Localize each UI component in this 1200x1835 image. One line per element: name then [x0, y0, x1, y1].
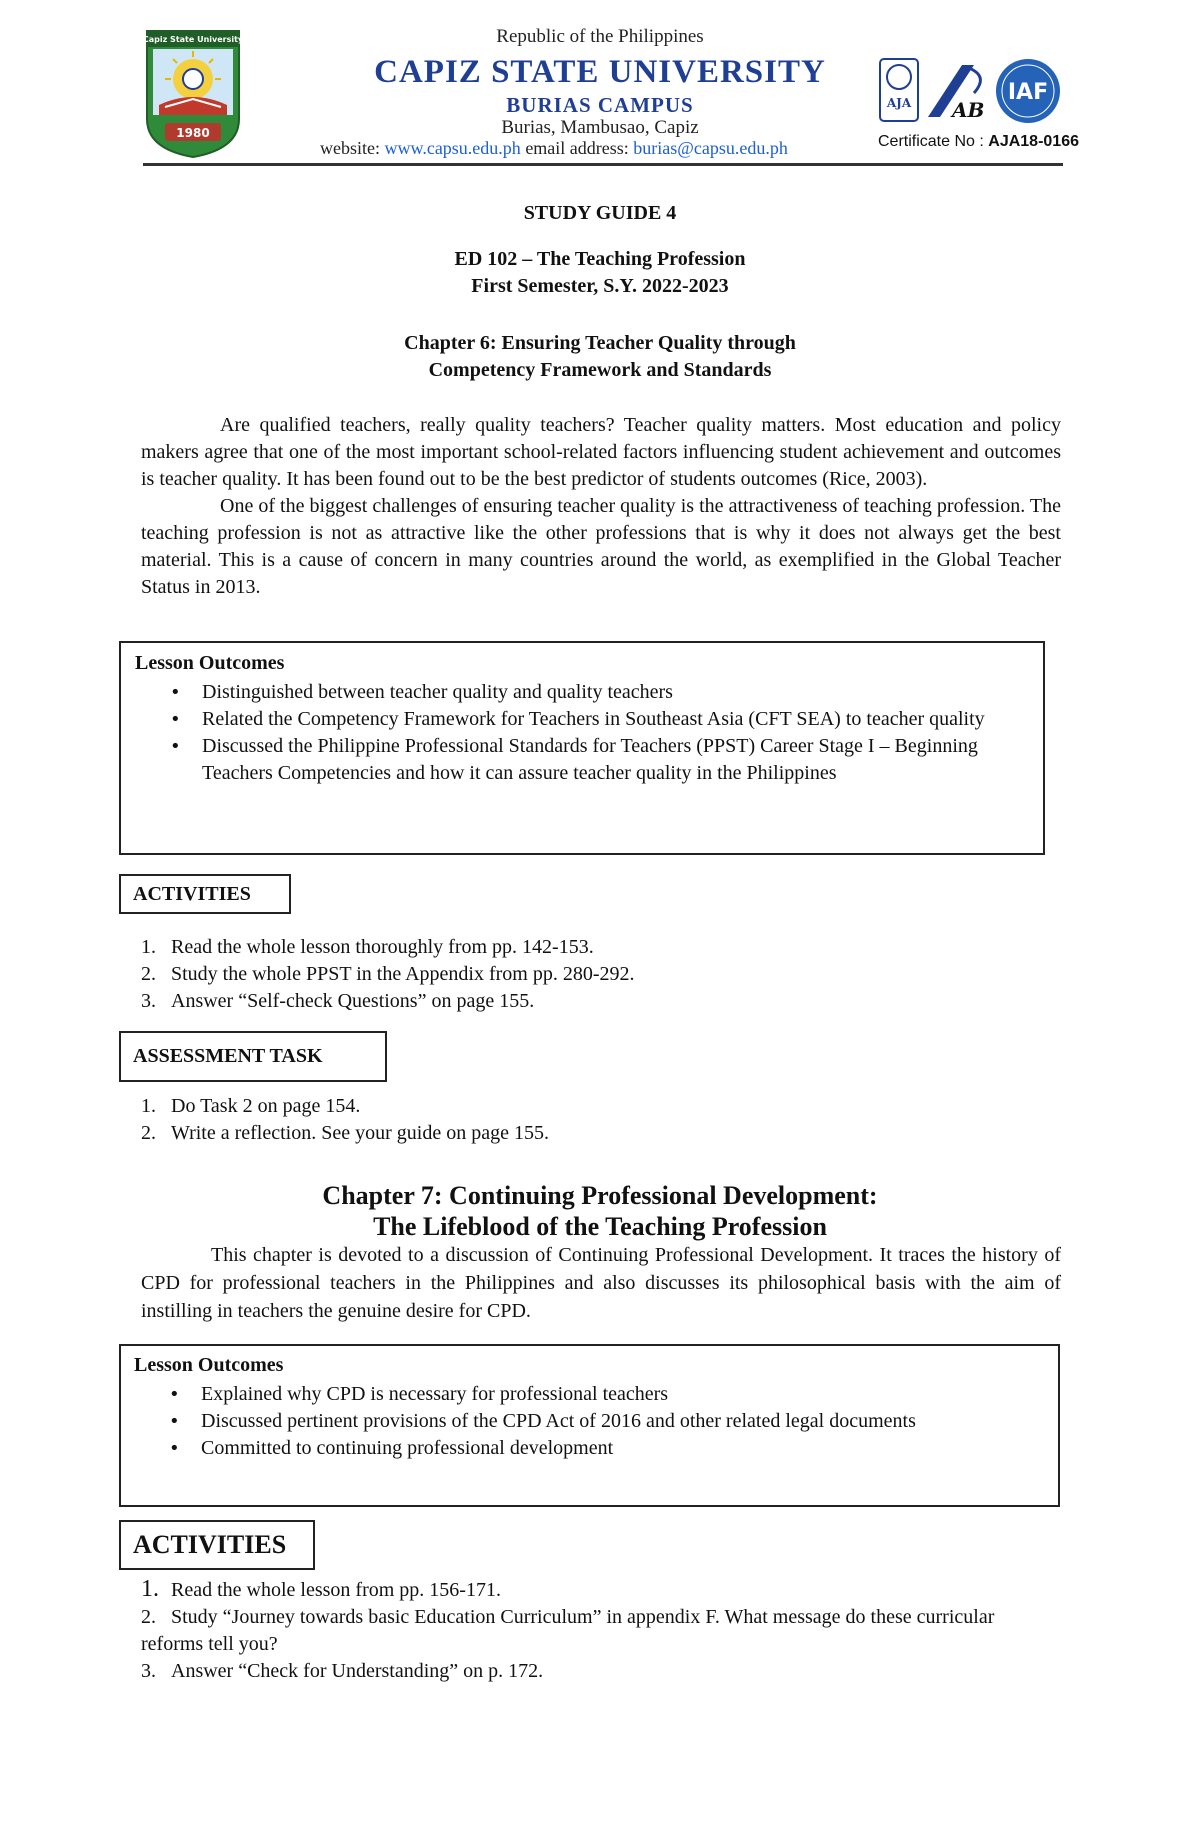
certificate-label: Certificate No : — [878, 133, 984, 150]
certification-logos — [878, 57, 1068, 127]
item-text: Read the whole lesson from pp. 156-171. — [171, 1579, 501, 1601]
chapter7-lesson-outcomes-box — [119, 1344, 1060, 1507]
chapter7-title-line2: The Lifeblood of the Teaching Profession — [373, 1212, 827, 1241]
course-title: ED 102 – The Teaching Profession — [454, 248, 746, 270]
chapter7-paragraph: This chapter is devoted to a discussion of Continuing Professional Development. It traces the history of CPD for professional teachers in the Philippines and also discusses its philosophical basis with the aim of instilling in teachers the genuine desire for CPD. — [141, 1244, 1061, 1322]
item-number: 1. — [141, 1095, 156, 1117]
chapter6-assessment-list — [141, 1093, 549, 1147]
chapter7-activities-label: ACTIVITIES — [119, 1520, 315, 1570]
email-link[interactable]: burias@capsu.edu.ph — [633, 138, 788, 158]
list-item: • Discussed the Philippine Professional Standards for Teachers (PPST) Career Stage I – Beginning Teachers Competencies and how it can assure teacher quality in the Philippines — [135, 733, 1015, 787]
item-number: 1. — [141, 936, 156, 958]
list-item — [141, 1604, 1061, 1658]
chapter6-outcomes-title: Lesson Outcomes — [135, 652, 285, 674]
list-item — [141, 1658, 1061, 1685]
list-item: • Distinguished between teacher quality and quality teachers — [135, 679, 1015, 706]
list-item — [141, 1120, 549, 1147]
website-link[interactable]: www.capsu.edu.ph — [384, 138, 521, 158]
capsu-seal-logo — [143, 27, 243, 159]
contact-line — [320, 138, 788, 159]
item-text: Answer “Check for Understanding” on p. 172. — [171, 1660, 544, 1682]
chapter7-outcomes-list — [134, 1381, 954, 1462]
item-number: 3. — [141, 990, 156, 1012]
semester-line: First Semester, S.Y. 2022-2023 — [471, 275, 729, 297]
list-item — [141, 988, 635, 1015]
chapter7-intro — [141, 1241, 1061, 1325]
certificate-number — [878, 133, 1079, 151]
list-item: • Discussed pertinent provisions of the CPD Act of 2016 and other related legal documents — [134, 1408, 954, 1435]
chapter6-title-line2: Competency Framework and Standards — [428, 359, 772, 381]
chapter6-paragraph-1: Are qualified teachers, really quality teachers? Teacher quality matters. Most education and policy makers agree that one of the most important school-related factors influencing student achievement and outcomes is teacher quality. It has been found out to be the best predictor of students outcomes (Rice, 2003). — [141, 414, 1061, 490]
ab-logo-text: AB — [952, 98, 985, 122]
item-text: Read the whole lesson thoroughly from pp. 142-153. — [171, 936, 594, 958]
item-number: 2. — [141, 1122, 156, 1144]
list-item — [141, 934, 635, 961]
seal-name-text: Capiz State University — [143, 35, 243, 44]
chapter7-activities-list — [141, 1576, 1061, 1685]
chapter6-outcomes-list — [135, 679, 1015, 787]
item-number: 2. — [141, 963, 156, 985]
chapter6-lesson-outcomes-box — [119, 641, 1045, 855]
item-number: 3. — [141, 1660, 156, 1682]
chapter6-activities-label: ACTIVITIES — [119, 874, 291, 914]
chapter7-title-line1: Chapter 7: Continuing Professional Development: — [322, 1181, 878, 1210]
chapter6-assessment-label: ASSESSMENT TASK — [119, 1031, 387, 1082]
list-item — [141, 1093, 549, 1120]
study-guide-title: STUDY GUIDE 4 — [523, 202, 677, 224]
republic-line: Republic of the Philippines — [496, 26, 704, 47]
university-name: CAPIZ STATE UNIVERSITY — [374, 54, 826, 90]
chapter6-activities-list — [141, 934, 635, 1015]
iaf-logo — [996, 59, 1060, 123]
item-number: 1. — [141, 1576, 159, 1602]
item-text: Write a reflection. See your guide on page 155. — [171, 1122, 549, 1144]
header-divider — [143, 163, 1063, 166]
campus-address: Burias, Mambusao, Capiz — [501, 117, 699, 138]
list-item: • Explained why CPD is necessary for professional teachers — [134, 1381, 954, 1408]
item-text: Do Task 2 on page 154. — [171, 1095, 361, 1117]
list-item: • Related the Competency Framework for Teachers in Southeast Asia (CFT SEA) to teacher quality — [135, 706, 1015, 733]
item-text: Study “Journey towards basic Education Curriculum” in appendix F. What message do these curricular reforms tell you? — [141, 1606, 995, 1655]
item-text: Study the whole PPST in the Appendix from pp. 280-292. — [171, 963, 635, 985]
iaf-logo-text: IAF — [1007, 80, 1049, 105]
certificate-value: AJA18-0166 — [988, 133, 1079, 150]
email-label: email address: — [525, 138, 629, 158]
chapter6-title-line1: Chapter 6: Ensuring Teacher Quality through — [404, 332, 796, 354]
chapter6-paragraph-2: One of the biggest challenges of ensuring teacher quality is the attractiveness of teaching profession. The teaching profession is not as attractive like the other professions that is why it does not always get the best material. This is a cause of concern in many countries around the world, as exemplified in the Global Teacher Status in 2013. — [141, 495, 1061, 598]
chapter6-intro — [141, 412, 1061, 601]
chapter7-outcomes-title: Lesson Outcomes — [134, 1354, 284, 1376]
list-item: • Committed to continuing professional development — [134, 1435, 954, 1462]
website-label: website: — [320, 138, 380, 158]
ab-logo — [928, 65, 984, 122]
list-item — [141, 961, 635, 988]
item-number: 2. — [141, 1606, 156, 1628]
aja-logo-text: AJA — [886, 96, 912, 110]
aja-logo — [880, 59, 918, 121]
list-item — [141, 1576, 1061, 1604]
seal-year-text: 1980 — [176, 126, 210, 140]
item-text: Answer “Self-check Questions” on page 155. — [171, 990, 535, 1012]
campus-name: BURIAS CAMPUS — [506, 93, 694, 117]
